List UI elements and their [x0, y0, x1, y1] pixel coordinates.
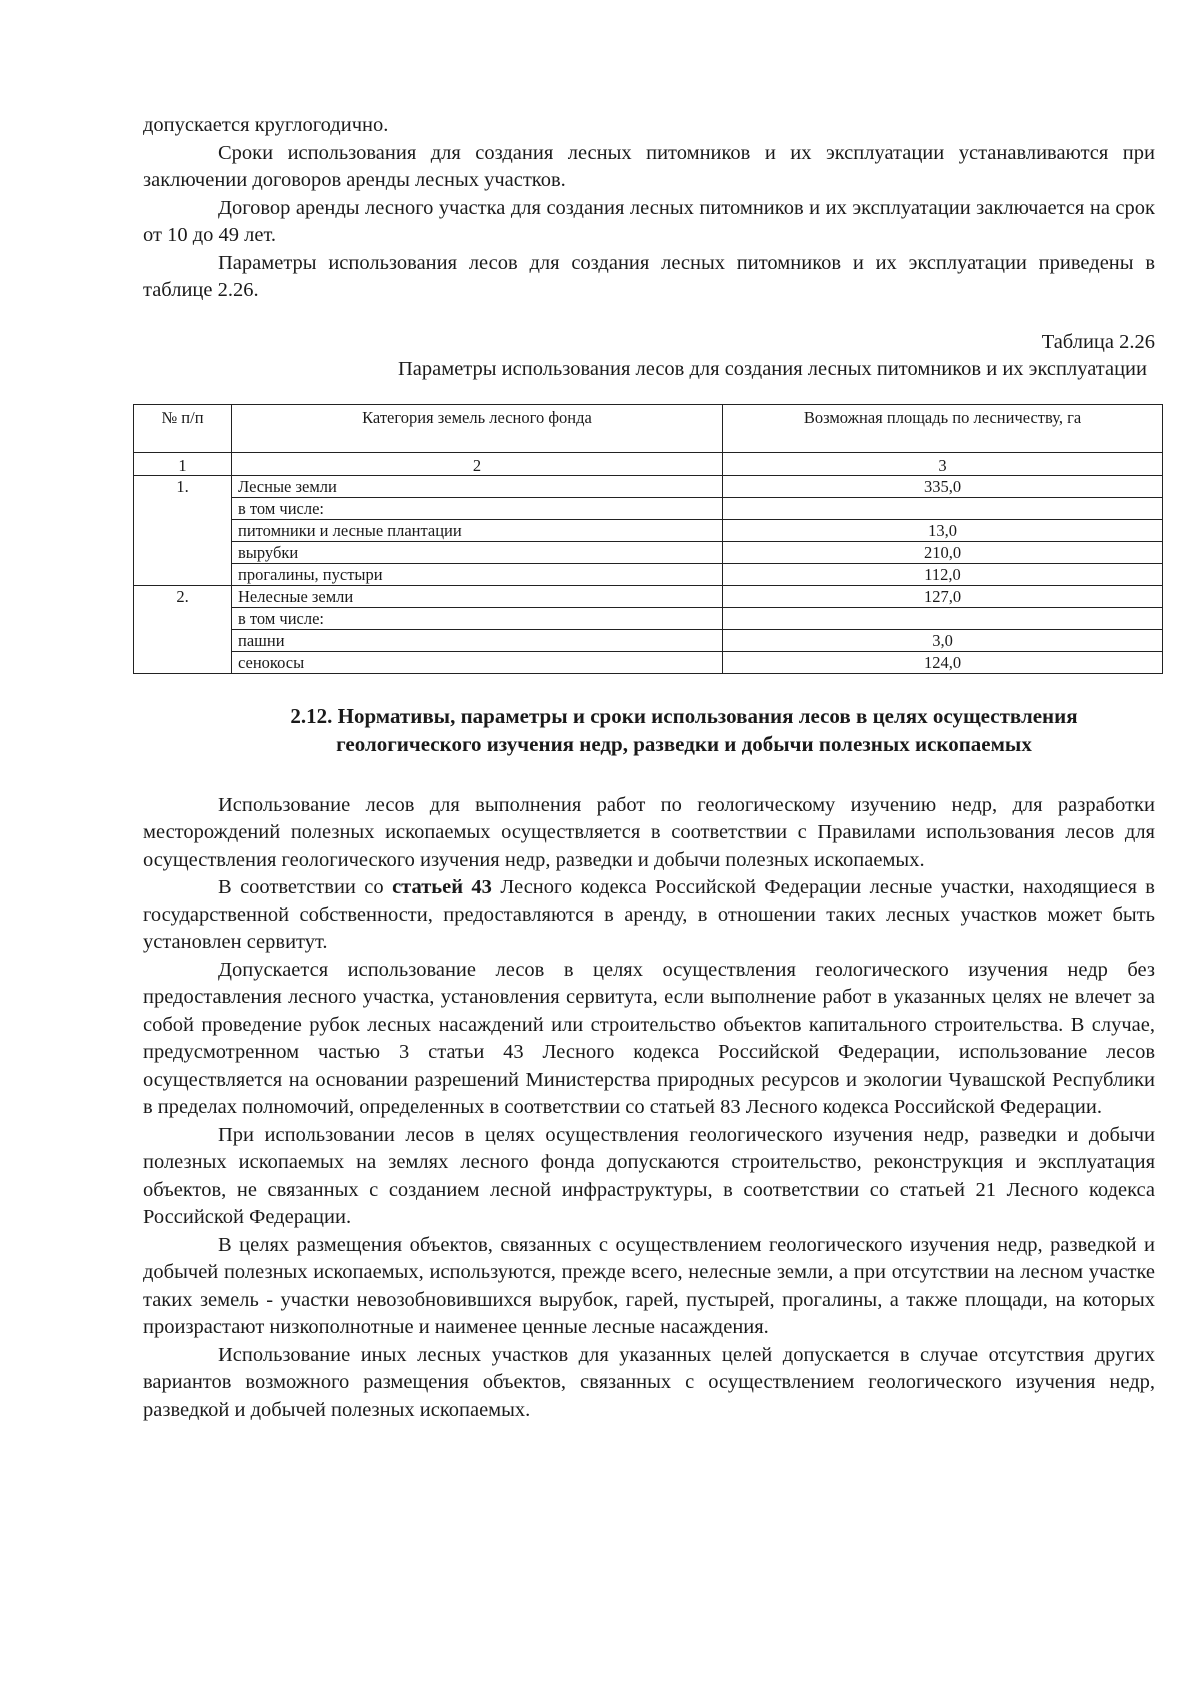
row-area: 335,0	[723, 475, 1163, 497]
row-area: 210,0	[723, 541, 1163, 563]
article-reference: статьей 43	[392, 876, 492, 898]
table-title: Параметры использования лесов для создания лесных питомников и их эксплуатации	[397, 357, 1147, 380]
row-number: 2.	[134, 585, 232, 673]
row-category: прогалины, пустыри	[232, 563, 723, 585]
section-heading-line-2: геологического изучения недр, разведки и добычи полезных ископаемых	[336, 731, 1032, 756]
table-row	[134, 541, 1163, 563]
section-body	[143, 792, 1155, 1425]
row-area: 124,0	[723, 651, 1163, 673]
header-area: Возможная площадь по лесничеству, га	[723, 404, 1163, 452]
section-paragraph-4: При использовании лесов в целях осуществления геологического изучения недр, разведки и добычи полезных ископаемых на землях лесного фонда допускаются строительство, реконструкция и эксплуатация объектов, не связанных с созданием лесной инфраструктуры, в соответствии со статьей 21 Лесного кодекса Российской Федерации.	[143, 1123, 1155, 1228]
table-column-numbers-row	[134, 452, 1163, 475]
column-number-2: 2	[232, 452, 723, 475]
column-number-1: 1	[134, 452, 232, 475]
row-area: 3,0	[723, 629, 1163, 651]
column-number-3: 3	[723, 452, 1163, 475]
row-area: 13,0	[723, 519, 1163, 541]
intro-paragraph-1: Сроки использования для создания лесных питомников и их эксплуатации устанавливаются при заключении договоров аренды лесных участков.	[143, 141, 1155, 191]
section-paragraph-2	[143, 874, 1155, 957]
row-category: в том числе:	[232, 607, 723, 629]
row-category: сенокосы	[232, 651, 723, 673]
row-area	[723, 607, 1163, 629]
land-parameters-table	[133, 404, 1163, 674]
table-number: Таблица 2.26	[1041, 330, 1155, 353]
header-category: Категория земель лесного фонда	[232, 404, 723, 452]
table-row	[134, 629, 1163, 651]
section-heading	[143, 702, 1155, 758]
table-row	[134, 585, 1163, 607]
table-row	[134, 475, 1163, 497]
row-category: вырубки	[232, 541, 723, 563]
table-row	[134, 651, 1163, 673]
row-number: 1.	[134, 475, 232, 585]
section-paragraph-3: Допускается использование лесов в целях осуществления геологического изучения недр без предоставления лесного участка, установления сервитута, если выполнение работ в указанных целях не влечет за собой проведение рубок лесных насаждений или строительство объектов капитального строительства. В случае, предусмотренном частью 3 статьи 43 Лесного кодекса Российской Федерации, использование лесов осуществляется на основании разрешений Министерства природных ресурсов и экологии Чувашской Республики в пределах полномочий, определенных в соответствии со статьей 83 Лесного кодекса Российской Федерации.	[143, 958, 1155, 1118]
section-paragraph-2-end: Лесного кодекса Российской Федерации лесные участки, находящиеся в государственной собственности, предоставляются в аренду, в отношении таких лесных участков может быть установлен сервитут.	[143, 876, 1155, 953]
row-area	[723, 497, 1163, 519]
table-row	[134, 497, 1163, 519]
row-category: в том числе:	[232, 497, 723, 519]
table-row	[134, 519, 1163, 541]
table-row	[134, 563, 1163, 585]
intro-paragraph-0: допускается круглогодично.	[143, 114, 389, 136]
row-category: Лесные земли	[232, 475, 723, 497]
table-row	[134, 607, 1163, 629]
section-paragraph-5: В целях размещения объектов, связанных с осуществлением геологического изучения недр, разведкой и добычей полезных ископаемых, используются, прежде всего, нелесные земли, а при отсутствии на лесном участке таких земель - участки невозобновившихся вырубок, гарей, пустырей, прогалины, а также площади, на которых произрастают низкополнотные и наименее ценные лесные насаждения.	[143, 1233, 1155, 1338]
section-paragraph-2-start: В соответствии со	[218, 876, 393, 898]
section-paragraph-1: Использование лесов для выполнения работ по геологическому изучению недр, для разработки месторождений полезных ископаемых осуществляется в соответствии с Правилами использования лесов для осуществления геологического изучения недр, разведки и добычи полезных ископаемых.	[143, 793, 1155, 871]
section-heading-line-1: 2.12. Нормативы, параметры и сроки использования лесов в целях осуществления	[290, 703, 1078, 728]
section-paragraph-6: Использование иных лесных участков для указанных целей допускается в случае отсутствия других вариантов возможного размещения объектов, связанных с осуществлением геологического изучения недр, разведкой и добычей полезных ископаемых.	[143, 1343, 1155, 1421]
row-area: 127,0	[723, 585, 1163, 607]
row-category: Нелесные земли	[232, 585, 723, 607]
row-area: 112,0	[723, 563, 1163, 585]
intro-paragraph-3: Параметры использования лесов для создания лесных питомников и их эксплуатации приведены в таблице 2.26.	[143, 251, 1155, 301]
intro-paragraph-2: Договор аренды лесного участка для создания лесных питомников и их эксплуатации заключается на срок от 10 до 49 лет.	[143, 196, 1155, 246]
header-number: № п/п	[134, 404, 232, 452]
table-header-row	[134, 404, 1163, 452]
row-category: питомники и лесные плантации	[232, 519, 723, 541]
document-page	[143, 112, 1155, 1424]
row-category: пашни	[232, 629, 723, 651]
